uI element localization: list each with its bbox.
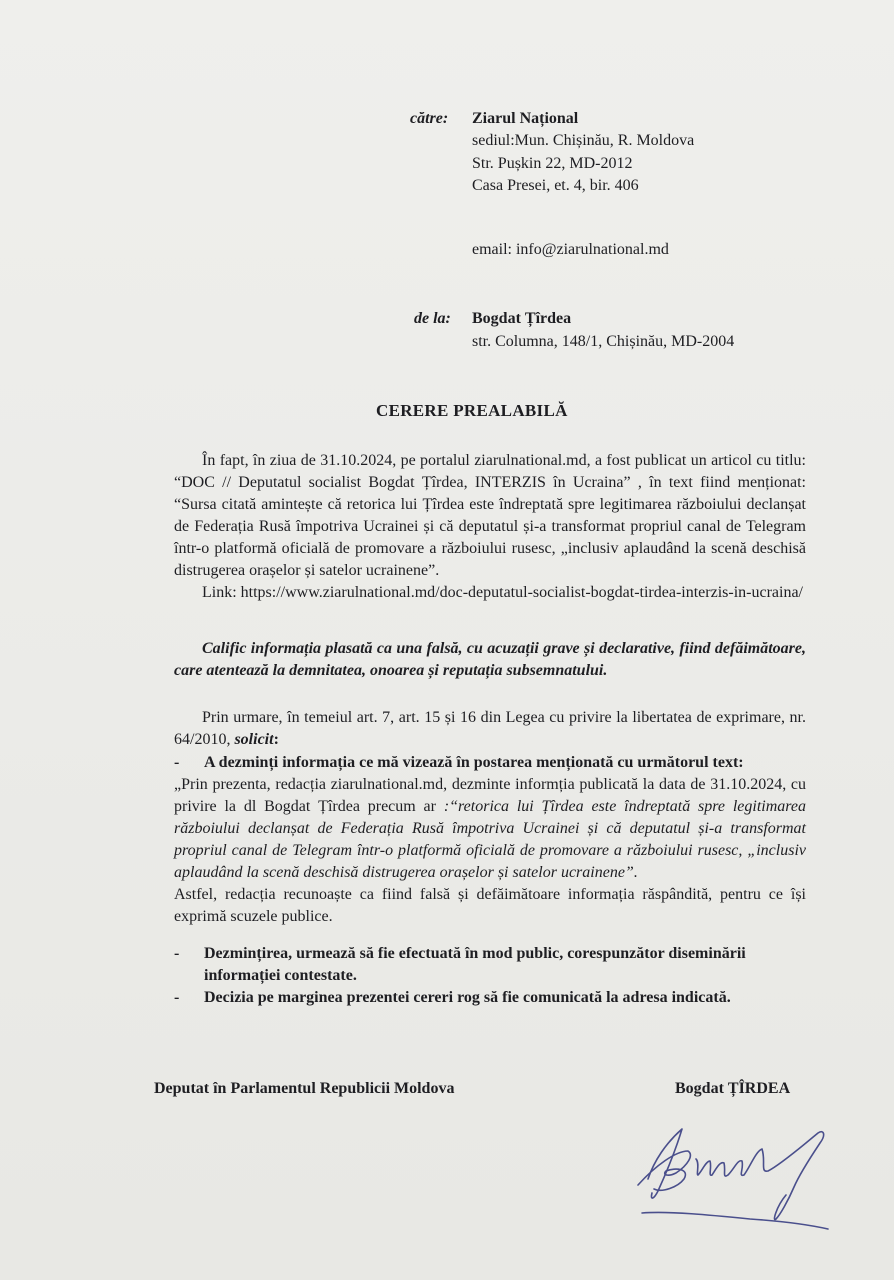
request-section xyxy=(174,707,806,751)
retraction-conclusion: Astfel, redacția recunoaște ca fiind falsă și defăimătoare informația răspândită, pentru ce își exprimă scuzele publice. xyxy=(174,886,806,925)
bullet-item xyxy=(174,943,806,987)
signatory-name: Bogdat ȚÎRDEA xyxy=(675,1080,791,1097)
bullet-text: Dezmințirea, urmează să fie efectuată în mod public, corespunzător diseminării informației contestate. xyxy=(204,945,746,984)
handwritten-signature xyxy=(610,1115,840,1235)
retraction-quote: :“retorica lui Țîrdea este îndreptată spre legitimarea războiului declanșat de Federația Rusă împotriva Ucrainei și că deputatul și-a transformat propriul canal de Telegram într-o platformă oficială de promovare a războiului rusesc, „inclusiv aplaudând la scenă deschisă distrugerea orașelor și satelor ucrainene”. xyxy=(174,798,807,881)
recipient-name: Ziarul Național xyxy=(472,110,579,127)
retraction-section xyxy=(174,774,806,928)
document-title: CERERE PREALABILĂ xyxy=(376,401,568,420)
recipient-address-line: sediul:Mun. Chișinău, R. Moldova xyxy=(472,132,695,149)
recipient-address-line: Casa Presei, et. 4, bir. 406 xyxy=(472,177,639,194)
recipient-label: către: xyxy=(410,110,449,127)
retraction-paragraph xyxy=(174,774,806,884)
bullet-item xyxy=(174,987,806,1009)
sender-label: de la: xyxy=(414,310,451,327)
bullet-dash: - xyxy=(174,754,180,771)
qualification-section xyxy=(174,638,806,682)
sender-name: Bogdat Țîrdea xyxy=(472,310,572,327)
sender-address: str. Columna, 148/1, Chișinău, MD-2004 xyxy=(472,333,735,350)
bullet-text: Decizia pe marginea prezentei cereri rog să fie comunicată la adresa indicată. xyxy=(204,989,731,1006)
bullet-dash: - xyxy=(174,945,180,962)
retraction-intro: „Prin prezenta, redacția ziarulnational.md, dezminte informția publicată la data de 31.10.2024, cu privire la dl Bogdat Țîrdea precum ar xyxy=(174,776,806,815)
intro-section xyxy=(174,450,806,604)
signatory-position: Deputat în Parlamentul Republicii Moldova xyxy=(154,1080,455,1097)
request-colon: : xyxy=(273,731,279,748)
intro-paragraph: În fapt, în ziua de 31.10.2024, pe portalul ziarulnational.md, a fost publicat un articol cu titlu: “DOC // Deputatul socialist Bogdat Țîrdea, INTERZIS în Ucraina” , în text fiind menționat: “Sursa citată amintește că retorica lui Țîrdea este îndreptată spre legitimarea războiului declanșat de Federația Rusă împotriva Ucrainei și că deputatul și-a transformat propriul canal de Telegram într-o platformă oficială de promovare a războiului rusesc, „inclusiv aplaudând la scenă deschisă distrugerea orașelor și satelor ucrainene”. xyxy=(174,452,806,579)
bullet-dash: - xyxy=(174,989,180,1006)
article-link: Link: https://www.ziarulnational.md/doc-deputatul-socialist-bogdat-tirdea-interzis-in-ucraina/ xyxy=(202,584,803,601)
recipient-email: email: info@ziarulnational.md xyxy=(472,241,669,258)
bullet-text: A dezminți informația ce mă vizează în postarea menționată cu următorul text: xyxy=(204,754,744,771)
qualification-paragraph: Calific informația plasată ca una falsă, cu acuzații grave și declarative, fiind defăimătoare, care atentează la demnitatea, onoarea și reputația subsemnatului. xyxy=(174,640,806,679)
request-paragraph xyxy=(174,707,806,751)
recipient-address-line: Str. Pușkin 22, MD-2012 xyxy=(472,155,633,172)
request-verb: solicit xyxy=(234,731,274,748)
request-lead: Prin urmare, în temeiul art. 7, art. 15 și 16 din Legea cu privire la libertatea de exprimare, nr. 64/2010, xyxy=(174,709,806,748)
bullet-item xyxy=(174,752,806,774)
